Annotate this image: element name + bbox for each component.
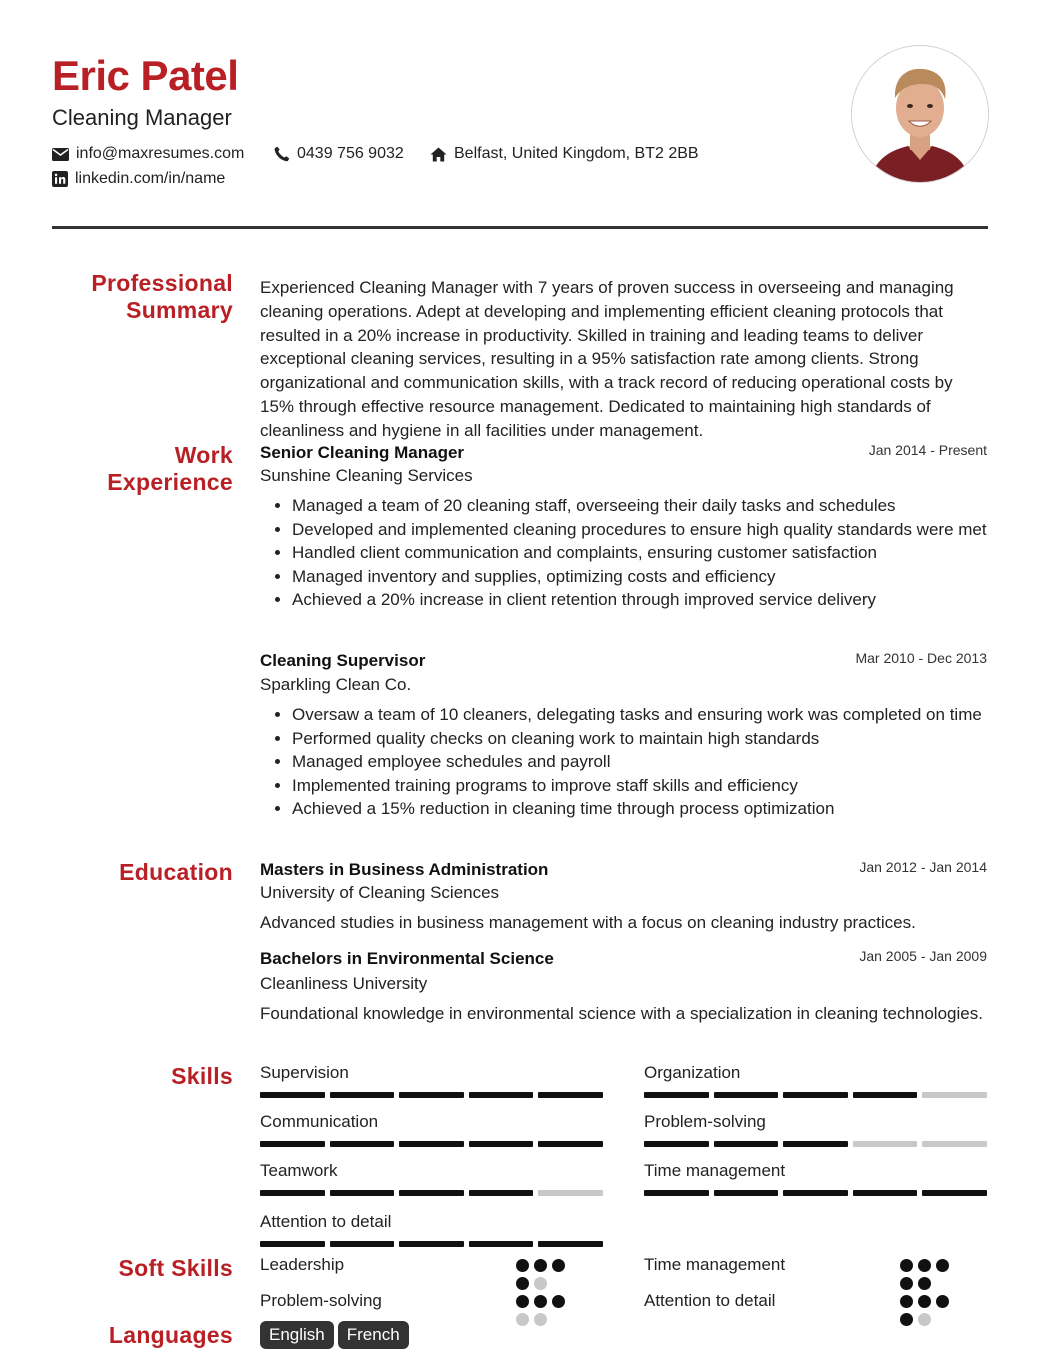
soft-skill-dot bbox=[900, 1313, 913, 1326]
skill-bar bbox=[644, 1092, 987, 1098]
skill-bar bbox=[260, 1141, 603, 1147]
skill-label: Problem-solving bbox=[644, 1112, 766, 1131]
job-bullets bbox=[260, 703, 988, 821]
soft-skill-dot bbox=[900, 1295, 913, 1308]
language-chip-french: French bbox=[338, 1321, 409, 1349]
section-title-languages: Languages bbox=[108, 1322, 233, 1348]
soft-skill-dot bbox=[918, 1259, 931, 1272]
address-text: Belfast, United Kingdom, BT2 2BB bbox=[454, 145, 699, 162]
skill-bar bbox=[644, 1141, 987, 1147]
language-chip-english: English bbox=[260, 1321, 334, 1349]
soft-skill-dot bbox=[936, 1295, 949, 1308]
summary-text: Experienced Cleaning Manager with 7 years of proven success in overseeing and managing cleaning operations. Adept at developing and implementing efficient cleaning protocols that resulted in a 20% increase in productivity. Skilled in training and leading teams to deliver exceptional cleaning services, resulting in a 95% satisfaction rate among clients. Strong organizational and communication skills, with a track record of reducing operational costs by 15% through effective resource management. Dedicated to maintaining high standards of cleanliness and hygiene in all facilities under management. bbox=[260, 278, 954, 440]
soft-skill-dots bbox=[516, 1259, 580, 1290]
skill-label: Organization bbox=[644, 1063, 741, 1082]
skill-bar-segment bbox=[469, 1241, 534, 1247]
section-title-summary: Professional Summary bbox=[91, 270, 233, 323]
soft-skill-dot bbox=[552, 1259, 565, 1272]
list-item: • Handled client communication and complaints, ensuring customer satisfaction bbox=[292, 541, 988, 565]
phone-text: 0439 756 9032 bbox=[297, 145, 404, 162]
section-title-experience: Work Experience bbox=[107, 442, 233, 495]
skill-item bbox=[260, 1112, 603, 1147]
skill-bar bbox=[260, 1092, 603, 1098]
skill-bar-segment bbox=[330, 1241, 395, 1247]
degree-dates: Jan 2012 - Jan 2014 bbox=[859, 859, 987, 875]
soft-skill-label: Problem-solving bbox=[260, 1291, 382, 1310]
skill-label: Supervision bbox=[260, 1063, 349, 1082]
list-item: • Managed inventory and supplies, optimizing costs and efficiency bbox=[292, 565, 988, 589]
skill-bar-segment bbox=[469, 1190, 534, 1196]
soft-skill-dot bbox=[918, 1295, 931, 1308]
skill-bar-segment bbox=[538, 1190, 603, 1196]
soft-skill-dots bbox=[516, 1295, 580, 1326]
soft-skill-dot bbox=[516, 1295, 529, 1308]
candidate-title: Cleaning Manager bbox=[52, 105, 232, 130]
job-title: Senior Cleaning Manager bbox=[260, 443, 465, 462]
degree-description: Advanced studies in business management with a focus on cleaning industry practices. bbox=[260, 913, 916, 932]
skill-bar-segment bbox=[922, 1092, 987, 1098]
linkedin-icon bbox=[52, 171, 68, 187]
skill-bar-segment bbox=[714, 1190, 779, 1196]
degree-school: University of Cleaning Sciences bbox=[260, 883, 500, 902]
skill-bar-segment bbox=[399, 1190, 464, 1196]
soft-skill-label: Attention to detail bbox=[644, 1291, 776, 1310]
soft-skill-dots bbox=[900, 1295, 964, 1326]
skill-item bbox=[260, 1161, 603, 1196]
skill-bar-segment bbox=[538, 1092, 603, 1098]
skill-bar-segment bbox=[853, 1141, 918, 1147]
skill-label: Attention to detail bbox=[260, 1212, 392, 1231]
skill-item bbox=[644, 1063, 987, 1098]
soft-skill-dot bbox=[552, 1295, 565, 1308]
phone-icon bbox=[274, 146, 290, 162]
job-company: Sparkling Clean Co. bbox=[260, 675, 412, 694]
skill-label: Teamwork bbox=[260, 1161, 338, 1180]
soft-skill-dot bbox=[900, 1259, 913, 1272]
soft-skill-dot bbox=[936, 1259, 949, 1272]
contact-linkedin[interactable] bbox=[52, 170, 225, 188]
skill-bar-segment bbox=[714, 1141, 779, 1147]
soft-skill-dot bbox=[534, 1277, 547, 1290]
home-icon bbox=[430, 147, 447, 162]
skill-bar-segment bbox=[538, 1241, 603, 1247]
list-item: • Achieved a 20% increase in client retention through improved service delivery bbox=[292, 588, 988, 612]
job-dates: Mar 2010 - Dec 2013 bbox=[855, 650, 987, 666]
skill-bar-segment bbox=[783, 1141, 848, 1147]
list-item: • Managed a team of 20 cleaning staff, overseeing their daily tasks and schedules bbox=[292, 494, 988, 518]
skill-bar-segment bbox=[644, 1092, 709, 1098]
skill-item bbox=[260, 1063, 603, 1098]
degree-school: Cleanliness University bbox=[260, 974, 428, 993]
candidate-name: Eric Patel bbox=[52, 52, 239, 99]
soft-skill-dot bbox=[900, 1277, 913, 1290]
degree-title: Masters in Business Administration bbox=[260, 860, 549, 879]
envelope-icon bbox=[52, 148, 69, 161]
list-item: • Achieved a 15% reduction in cleaning time through process optimization bbox=[292, 797, 988, 821]
contact-email[interactable] bbox=[52, 145, 244, 163]
soft-skill-dot bbox=[918, 1277, 931, 1290]
skill-bar bbox=[260, 1241, 603, 1247]
skill-bar-segment bbox=[399, 1141, 464, 1147]
header-divider bbox=[52, 226, 988, 229]
skill-bar-segment bbox=[783, 1092, 848, 1098]
section-title-education: Education bbox=[119, 859, 233, 885]
language-chips bbox=[260, 1321, 413, 1349]
section-title-skills: Skills bbox=[171, 1063, 233, 1089]
soft-skill-dot bbox=[516, 1277, 529, 1290]
skill-bar-segment bbox=[922, 1141, 987, 1147]
skill-bar-segment bbox=[330, 1190, 395, 1196]
skill-bar bbox=[644, 1190, 987, 1196]
soft-skill-label: Time management bbox=[644, 1255, 786, 1274]
skill-bar-segment bbox=[260, 1141, 325, 1147]
soft-skill-label: Leadership bbox=[260, 1255, 345, 1274]
list-item: • Implemented training programs to improve staff skills and efficiency bbox=[292, 774, 988, 798]
skill-bar-segment bbox=[330, 1141, 395, 1147]
soft-skill-dot bbox=[918, 1313, 931, 1326]
email-text: info@maxresumes.com bbox=[76, 145, 245, 162]
degree-title: Bachelors in Environmental Science bbox=[260, 949, 554, 968]
soft-skill-dot bbox=[534, 1259, 547, 1272]
skill-label: Time management bbox=[644, 1161, 786, 1180]
soft-skill-dot bbox=[516, 1259, 529, 1272]
skill-bar-segment bbox=[783, 1190, 848, 1196]
profile-photo bbox=[851, 45, 989, 183]
job-title: Cleaning Supervisor bbox=[260, 651, 426, 670]
degree-dates: Jan 2005 - Jan 2009 bbox=[859, 948, 987, 964]
skill-label: Communication bbox=[260, 1112, 379, 1131]
skill-bar-segment bbox=[399, 1092, 464, 1098]
skill-bar-segment bbox=[399, 1241, 464, 1247]
list-item: • Developed and implemented cleaning procedures to ensure high quality standards were met bbox=[292, 518, 988, 542]
skill-item bbox=[644, 1112, 987, 1147]
skill-bar-segment bbox=[644, 1190, 709, 1196]
list-item: • Oversaw a team of 10 cleaners, delegating tasks and ensuring work was completed on time bbox=[292, 703, 988, 727]
skill-bar-segment bbox=[538, 1141, 603, 1147]
contact-phone[interactable] bbox=[274, 145, 404, 163]
linkedin-text: linkedin.com/in/name bbox=[75, 170, 226, 187]
soft-skill-dots bbox=[900, 1259, 964, 1290]
skill-bar-segment bbox=[260, 1241, 325, 1247]
skill-bar-segment bbox=[330, 1092, 395, 1098]
skill-bar-segment bbox=[644, 1141, 709, 1147]
skill-bar-segment bbox=[260, 1190, 325, 1196]
degree-description: Foundational knowledge in environmental science with a specialization in cleaning technologies. bbox=[260, 1004, 983, 1023]
skill-bar-segment bbox=[853, 1092, 918, 1098]
skill-bar-segment bbox=[260, 1092, 325, 1098]
skill-bar-segment bbox=[853, 1190, 918, 1196]
skill-item bbox=[260, 1212, 603, 1247]
skill-bar-segment bbox=[922, 1190, 987, 1196]
job-bullets bbox=[260, 494, 988, 612]
skill-bar-segment bbox=[469, 1092, 534, 1098]
contact-address bbox=[430, 145, 699, 163]
skill-bar-segment bbox=[714, 1092, 779, 1098]
skill-item bbox=[644, 1161, 987, 1196]
job-dates: Jan 2014 - Present bbox=[868, 442, 987, 458]
list-item: • Managed employee schedules and payroll bbox=[292, 750, 988, 774]
soft-skill-dot bbox=[516, 1313, 529, 1326]
section-title-soft-skills: Soft Skills bbox=[118, 1255, 233, 1281]
soft-skill-dot bbox=[534, 1295, 547, 1308]
list-item: • Performed quality checks on cleaning work to maintain high standards bbox=[292, 727, 988, 751]
skill-bar bbox=[260, 1190, 603, 1196]
job-company: Sunshine Cleaning Services bbox=[260, 466, 473, 485]
soft-skill-dot bbox=[534, 1313, 547, 1326]
skill-bar-segment bbox=[469, 1141, 534, 1147]
